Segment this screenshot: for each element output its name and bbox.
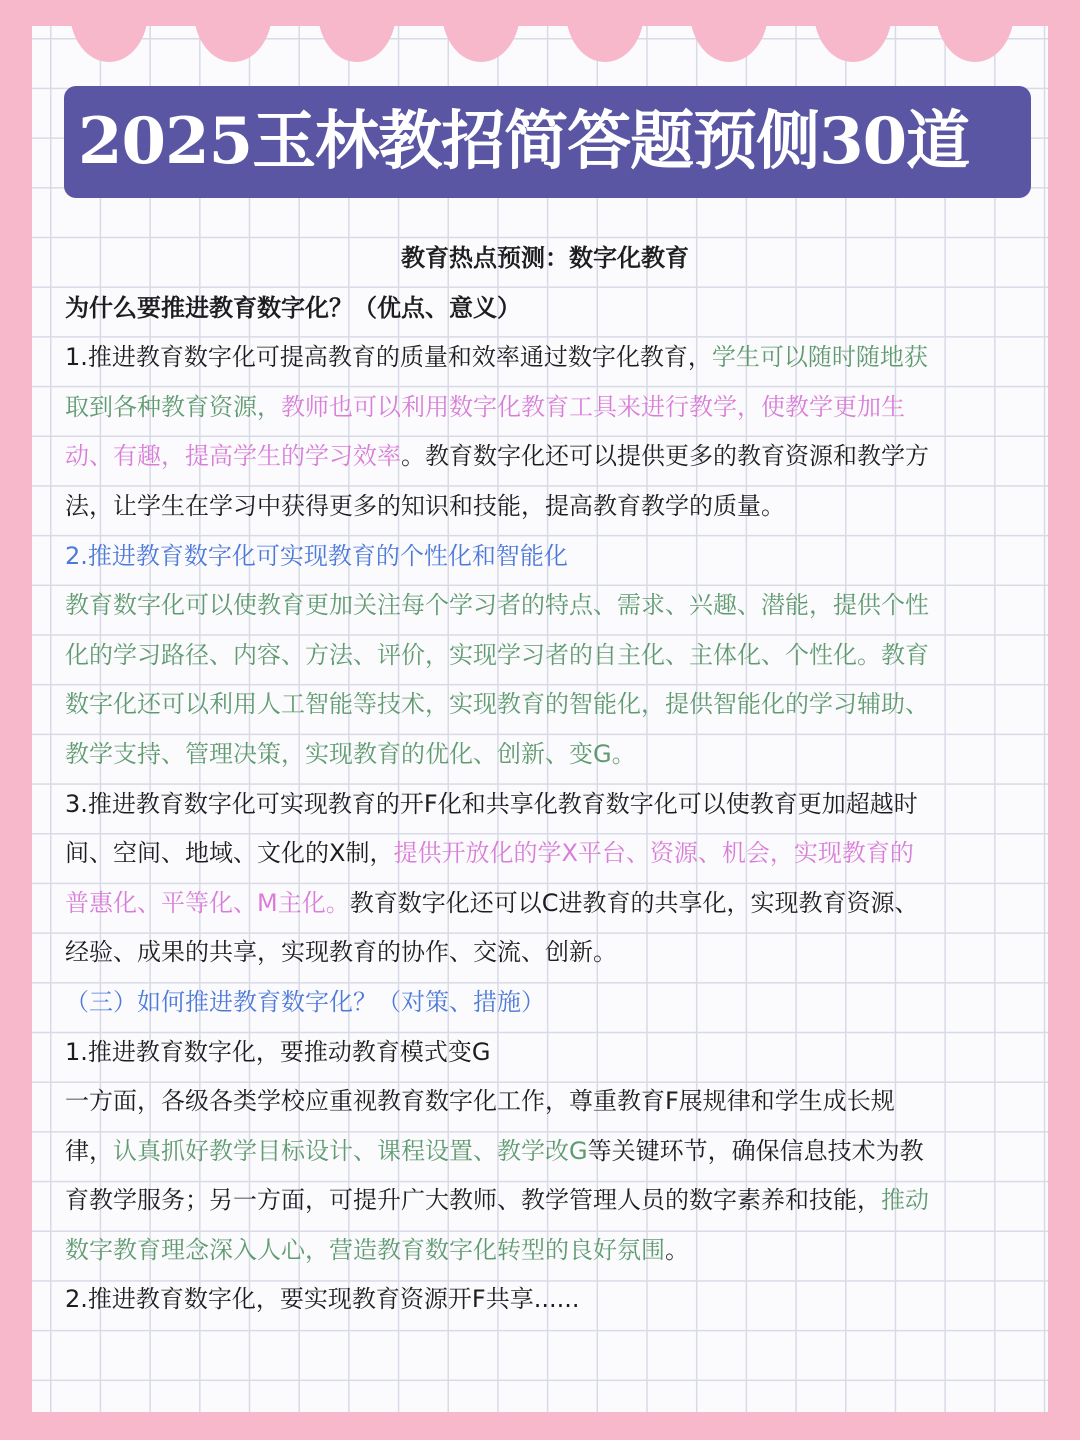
text-line (65, 1127, 1025, 1177)
text-segment: 教师也可以利用数字化教育工具来进行教学，使教学更加生 (281, 392, 905, 421)
text-segment: 提供开放化的学X平台、资源、机会，实现教育的 (393, 839, 914, 868)
text-segment: 教育数字化还可以C进教育的共享化，实现教育资源、 (349, 888, 919, 917)
text-line (65, 581, 1025, 631)
question-heading: 为什么要推进教育数字化？（优点、意义） (65, 293, 521, 322)
text-segment: 1.推进教育数字化可提高教育的质量和效率通过数字化教育， (65, 343, 712, 372)
article-body (65, 234, 1025, 1325)
text-segment: 3.推进教育数字化可实现教育的开F化和共享化教育数字化可以使教育更加超越时 (65, 789, 918, 818)
text-segment: 动、有趣，提高学生的学习效率 (65, 442, 401, 471)
text-line (65, 631, 1025, 681)
text-segment: 育教学服务；另一方面，可提升广大教师、教学管理人员的数字素养和技能， (65, 1186, 881, 1215)
text-segment: 律， (65, 1136, 113, 1165)
text-segment: （三）如何推进教育数字化？（对策、措施） (65, 987, 545, 1016)
text-line (65, 1077, 1025, 1127)
body-lines (65, 333, 1025, 1325)
text-line (65, 879, 1025, 929)
text-segment: 经验、成果的共享，实现教育的协作、交流、创新。 (65, 938, 617, 967)
text-line (65, 1226, 1025, 1276)
text-segment: 数字化还可以利用人工智能等技术，实现教育的智能化，提供智能化的学习辅助、 (65, 690, 929, 719)
text-segment: 间、空间、地域、文化的X制， (65, 839, 394, 868)
text-segment: 2.推进教育数字化，要实现教育资源开F共享...... (65, 1285, 580, 1314)
text-segment: 认真抓好教学目标设计、课程设置、教学改G (113, 1136, 588, 1165)
text-segment: 。教育数字化还可以提供更多的教育资源和教学方 (401, 442, 929, 471)
scalloped-edge (0, 0, 1080, 70)
text-segment: 数字教育理念深入人心，营造教育数字化转型的良好氛围 (65, 1235, 665, 1264)
text-line (65, 730, 1025, 780)
text-line (65, 829, 1025, 879)
page-title: 2025玉林教招简答题预侧30道 (78, 104, 970, 179)
text-line (65, 482, 1025, 532)
text-segment: 2.推进教育数字化可实现教育的个性化和智能化 (65, 541, 568, 570)
text-line (65, 928, 1025, 978)
text-line (65, 1028, 1025, 1078)
title-banner (64, 86, 1031, 198)
text-segment: 1.推进教育数字化，要推动教育模式变G (65, 1037, 491, 1066)
text-segment: 学生可以随时随地获 (711, 343, 928, 372)
text-line (65, 432, 1025, 482)
text-segment: 一方面，各级各类学校应重视教育数字化工作，尊重教育F展规律和学生成长规 (65, 1087, 895, 1116)
text-line (65, 780, 1025, 830)
section-heading: 教育热点预测：数字化教育 (401, 244, 689, 272)
text-line (65, 333, 1025, 383)
text-segment: 法，让学生在学习中获得更多的知识和技能，提高教育教学的质量。 (65, 491, 785, 520)
text-segment: 推动 (881, 1186, 929, 1215)
text-line (65, 978, 1025, 1028)
text-line (65, 1275, 1025, 1325)
text-segment: 取到各种教育资源， (65, 392, 281, 421)
text-segment: 教育数字化可以使教育更加关注每个学习者的特点、需求、兴趣、潜能，提供个性 (65, 591, 929, 620)
text-segment: 。 (665, 1235, 689, 1264)
text-segment: 等关键环节，确保信息技术为教 (587, 1136, 924, 1165)
text-line (65, 680, 1025, 730)
text-line (65, 532, 1025, 582)
text-segment: 化的学习路径、内容、方法、评价，实现学习者的自主化、主体化、个性化。教育 (65, 640, 929, 669)
text-line (65, 383, 1025, 433)
text-line (65, 1176, 1025, 1226)
text-segment: 普惠化、平等化、M主化。 (65, 888, 350, 917)
text-segment: 教学支持、管理决策，实现教育的优化、创新、变G。 (65, 739, 636, 768)
